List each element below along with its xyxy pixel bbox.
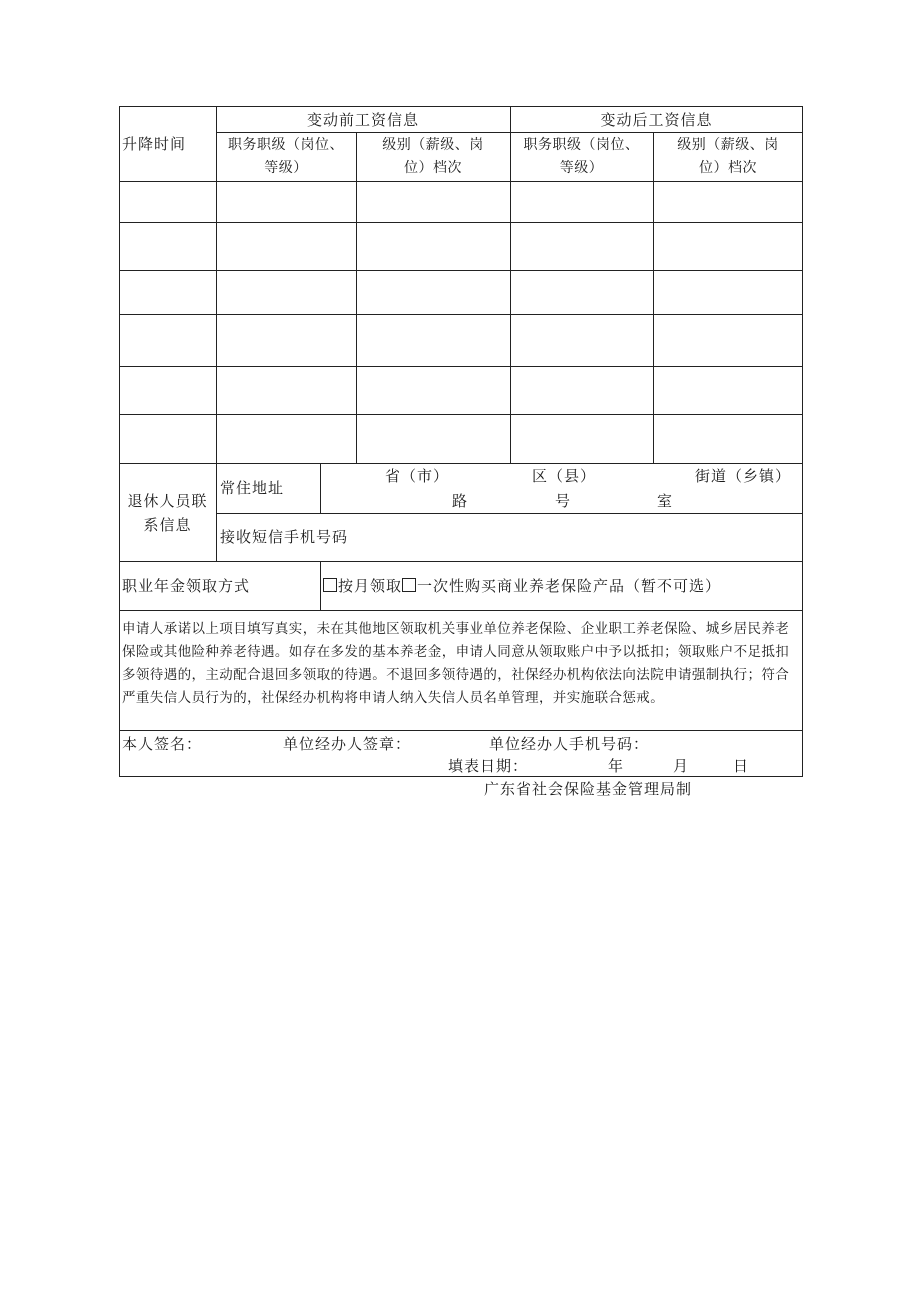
row-line — [119, 314, 803, 315]
row-line — [119, 366, 803, 367]
row-line — [119, 414, 803, 415]
annuity-divider — [320, 561, 321, 610]
applicant-statement: 申请人承诺以上项目填写真实，未在其他地区领取机关事业单位养老保险、企业职工养老保险、城乡居民养老保险或其他险种养老待遇。如存在多发的基本养老金，申请人同意从领取账户中予以抵扣；领取账户不足抵扣多领待遇的，主动配合退回多领取的待遇。不退回多领待遇的，社保经办机构依法向法院申请强制执行；符合严重失信人员行为的，社保经办机构将申请人纳入失信人员名单管理，并实施联合惩戒。 — [122, 621, 790, 706]
before-position-header-line2: 等级） — [264, 160, 308, 176]
border-right — [802, 106, 803, 777]
fill-date-label: 填表日期： — [448, 757, 529, 775]
after-position-header-line1: 职务职级（岗位、 — [523, 137, 640, 153]
address-road[interactable]: 路 — [452, 492, 469, 510]
after-grade-header-line2: 位）档次 — [699, 160, 757, 176]
sms-phone-label: 接收短信手机号码 — [220, 528, 349, 546]
row-line — [119, 561, 803, 562]
after-header: 变动后工资信息 — [600, 111, 713, 129]
annuity-label: 职业年金领取方式 — [122, 577, 251, 595]
date-year: 年 — [608, 757, 625, 775]
unit-signature-label: 单位经办人签章： — [283, 735, 412, 753]
lump-sum-checkbox[interactable] — [402, 578, 416, 592]
contact-section-label-line2: 系信息 — [143, 516, 192, 534]
row-line — [216, 513, 803, 514]
monthly-checkbox[interactable] — [323, 578, 337, 592]
row-line — [119, 222, 803, 223]
address-label: 常住地址 — [220, 479, 285, 497]
unit-phone-label: 单位经办人手机号码： — [489, 735, 650, 753]
row-line — [119, 730, 803, 731]
lump-sum-option-label: 一次性购买商业养老保险产品（暂不可选） — [417, 577, 722, 595]
before-grade-header-line2: 位）档次 — [404, 160, 462, 176]
time-column-header: 升降时间 — [122, 135, 187, 153]
border-top — [119, 106, 803, 107]
row-line — [119, 610, 803, 611]
contact-divider — [216, 463, 217, 561]
before-header: 变动前工资信息 — [306, 111, 419, 129]
address-district[interactable]: 区（县） — [532, 467, 597, 485]
address-room[interactable]: 室 — [657, 492, 674, 510]
date-day: 日 — [733, 757, 750, 775]
border-left — [119, 106, 120, 777]
after-grade-header-line1: 级别（薪级、岗 — [677, 137, 779, 153]
address-divider — [320, 463, 321, 513]
retirement-form-table — [119, 106, 803, 777]
issuer-footer: 广东省社会保险基金管理局制 — [484, 780, 693, 798]
row-line — [119, 181, 803, 182]
date-month: 月 — [673, 757, 690, 775]
address-number[interactable]: 号 — [555, 492, 572, 510]
address-province[interactable]: 省（市） — [385, 467, 450, 485]
before-grade-header-line1: 级别（薪级、岗 — [382, 137, 484, 153]
after-position-header-line2: 等级） — [559, 160, 604, 176]
address-street[interactable]: 街道（乡镇） — [695, 467, 792, 485]
before-position-header-line1: 职务职级（岗位、 — [228, 137, 344, 153]
contact-section-label-line1: 退休人员联 — [127, 492, 208, 510]
annuity-options — [323, 574, 721, 598]
self-signature-label: 本人签名： — [122, 735, 203, 753]
monthly-option-label: 按月领取 — [338, 577, 403, 595]
row-line — [119, 270, 803, 271]
